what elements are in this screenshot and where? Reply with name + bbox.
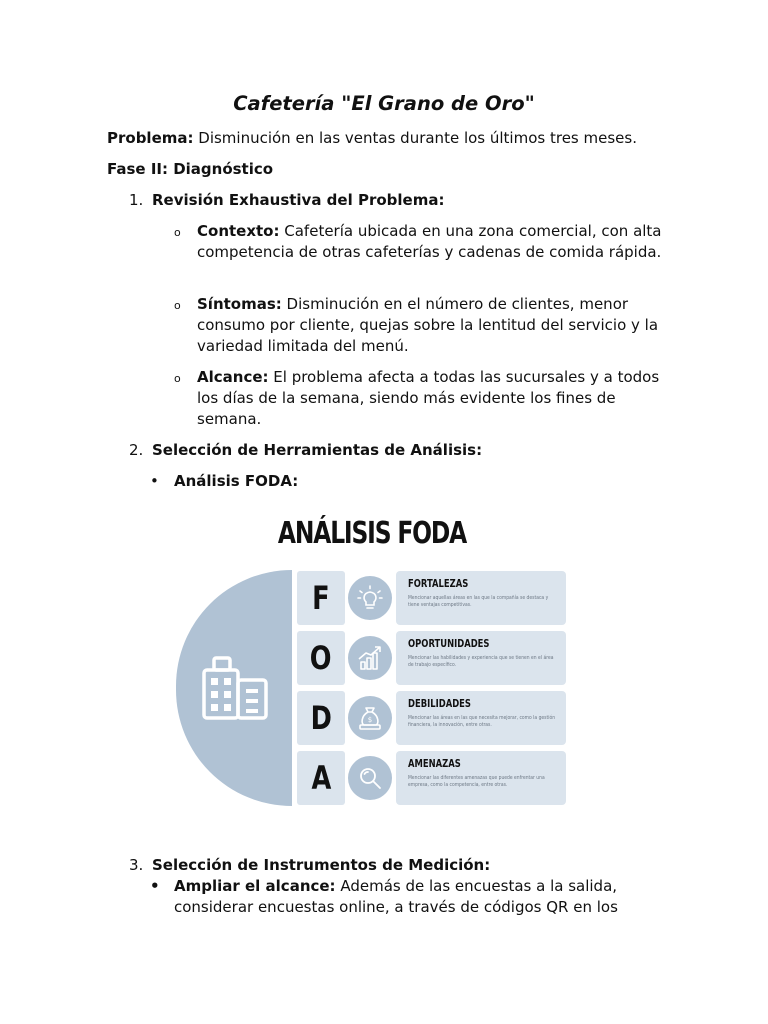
phase-heading: Fase II: Diagnóstico xyxy=(107,160,274,178)
section-number-3: 3. xyxy=(129,856,144,874)
growth-chart-icon xyxy=(356,644,384,672)
scope-item xyxy=(197,367,667,430)
foda-icon-circle xyxy=(348,576,392,620)
problem-label: Problema: xyxy=(107,129,194,147)
section-heading-1: Revisión Exhaustiva del Problema: xyxy=(152,191,445,209)
bullet-icon: • xyxy=(150,472,159,490)
symptoms-text: Disminución en el número de clientes, menor consumo por cliente, quejas sobre la lentitud del servicio y la variedad limitada del menú. xyxy=(197,295,659,355)
problem-text: Disminución en las ventas durante los últimos tres meses. xyxy=(193,129,637,147)
foda-letter-d: D xyxy=(297,691,345,745)
foda-card-heading: FORTALEZAS xyxy=(408,578,469,590)
money-bag-icon xyxy=(356,704,384,732)
context-text: Cafetería ubicada en una zona comercial, con alta competencia de otras cafeterías y cadenas de comida rápida. xyxy=(197,222,662,261)
document-title: Cafetería "El Grano de Oro" xyxy=(233,92,535,115)
foda-card-description: Mencionar las áreas en las que necesita mejorar, como la gestión financiera, la innovación, entre otras. xyxy=(408,715,556,728)
symptoms-label: Síntomas: xyxy=(197,295,282,313)
sub-bullet-icon: o xyxy=(174,299,181,312)
sub-bullet-icon: o xyxy=(174,372,181,385)
svg-text:$: $ xyxy=(367,716,373,724)
building-icon xyxy=(200,652,270,722)
lightbulb-icon xyxy=(356,584,384,612)
section-heading-3: Selección de Instrumentos de Medición: xyxy=(152,856,491,874)
foda-card-debilidades xyxy=(396,691,566,745)
section-heading-2: Selección de Herramientas de Análisis: xyxy=(152,441,483,459)
foda-separator xyxy=(292,570,296,806)
foda-card-description: Mencionar las diferentes amenazas que puede enfrentar una empresa, como la competencia, entre otras. xyxy=(408,775,545,788)
foda-card-fortalezas xyxy=(396,571,566,625)
foda-card-heading: OPORTUNIDADES xyxy=(408,638,490,650)
foda-card-oportunidades xyxy=(396,631,566,685)
section-number-1: 1. xyxy=(129,191,144,209)
foda-half-circle xyxy=(176,570,292,806)
foda-letter-a: A xyxy=(297,751,345,805)
sub-bullet-icon: o xyxy=(174,226,181,239)
foda-card-heading: DEBILIDADES xyxy=(408,698,471,710)
problem-statement xyxy=(107,128,637,149)
symptoms-item xyxy=(197,294,667,357)
context-item xyxy=(197,221,667,263)
bullet-icon: • xyxy=(150,877,160,895)
foda-card-description: Mencionar aquellas áreas en las que la compañía se destaca y tiene ventajas competitivas. xyxy=(408,595,549,608)
foda-card-amenazas xyxy=(396,751,566,805)
foda-infographic xyxy=(176,512,568,808)
foda-card-description: Mencionar las habilidades y experiencia que se tienen en el área de trabajo específico. xyxy=(408,655,554,668)
foda-icon-circle xyxy=(348,696,392,740)
context-label: Contexto: xyxy=(197,222,280,240)
scope-expand-label: Ampliar el alcance: xyxy=(174,877,336,895)
foda-letter-o: O xyxy=(297,631,345,685)
scope-expand-text: Además de las encuestas a la salida, considerar encuestas online, a través de códigos QR en los xyxy=(174,877,618,916)
scope-text: El problema afecta a todas las sucursales y a todos los días de la semana, siendo más evidente los fines de semana. xyxy=(197,368,660,428)
scope-label: Alcance: xyxy=(197,368,269,386)
foda-card-heading: AMENAZAS xyxy=(408,758,461,770)
magnifier-icon xyxy=(356,764,384,792)
scope-expand-item xyxy=(174,876,654,918)
section-number-2: 2. xyxy=(129,441,144,459)
foda-icon-circle xyxy=(348,756,392,800)
foda-title: ANÁLISIS FODA xyxy=(277,516,467,551)
foda-analysis-label: Análisis FODA: xyxy=(174,472,299,490)
foda-icon-circle xyxy=(348,636,392,680)
foda-letter-f: F xyxy=(297,571,345,625)
